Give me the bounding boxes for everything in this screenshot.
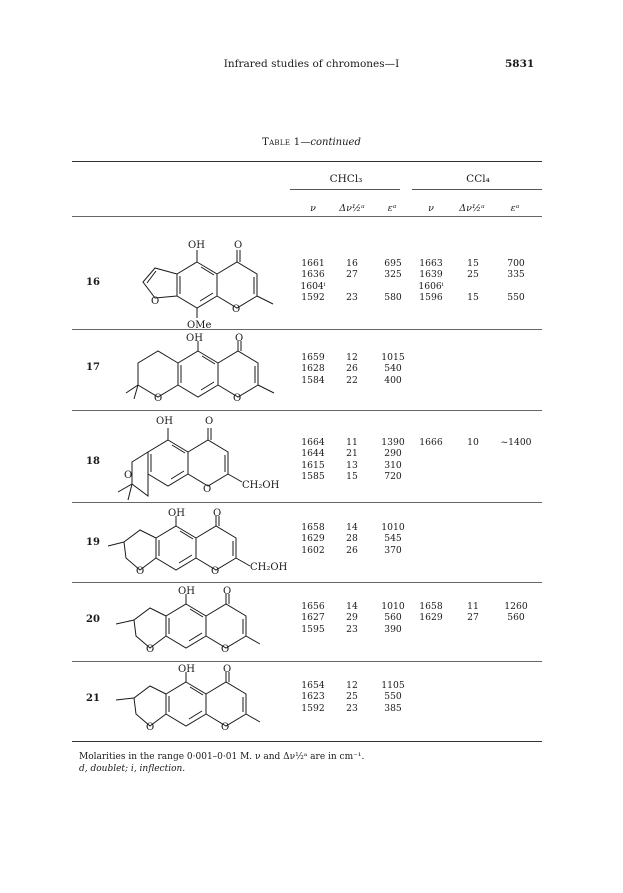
table-cell: 1596 <box>419 292 443 304</box>
table-cell: 560 <box>507 612 525 624</box>
ring-o-label: O <box>203 484 212 495</box>
table-cell: 12 <box>346 680 358 691</box>
carbonyl-o-label: O <box>213 508 222 519</box>
col-header-eps-ccl4: εᵃ <box>510 203 520 214</box>
running-title: Infrared studies of chromones—I <box>223 58 400 70</box>
table-cell: 580 <box>384 292 402 304</box>
table-cell: 1658 <box>419 601 443 612</box>
table-cell: 695 <box>384 258 402 269</box>
table-cell: 1664 <box>301 437 325 448</box>
table-cell: 335 <box>507 269 525 281</box>
ring-o-label: O <box>221 722 230 733</box>
table-cell: 22 <box>346 374 358 386</box>
table-cell: 1105 <box>381 680 405 691</box>
table-cell: 325 <box>384 269 402 281</box>
ring-o-label: O <box>233 393 242 404</box>
table-cell: 1639 <box>419 269 443 281</box>
table-cell: 545 <box>384 533 402 545</box>
table-cell: 28 <box>346 533 358 545</box>
table-cell: 1615 <box>301 459 325 471</box>
table-cell: 390 <box>384 623 402 635</box>
table-caption <box>0 137 623 148</box>
compound-number: 16 <box>86 277 100 288</box>
table-cell: 14 <box>346 522 358 533</box>
table-cell: 560 <box>384 612 402 624</box>
group-label-chcl3: CHCl₃ <box>329 173 363 185</box>
oh-label: OH <box>186 333 203 344</box>
table-cell: 290 <box>384 448 402 460</box>
structure-18 <box>110 412 310 504</box>
col-header-eps-chcl3: εᵃ <box>387 203 397 214</box>
table-cell: 1606ⁱ <box>418 280 444 292</box>
footnote-abbreviations <box>79 764 185 775</box>
row-separator <box>72 329 542 330</box>
table-cell: 550 <box>384 691 402 703</box>
table-cell: 370 <box>384 544 402 556</box>
table-cell: 23 <box>346 623 358 635</box>
table-cell: 23 <box>346 702 358 714</box>
compound-number: 17 <box>86 362 100 373</box>
compound-number: 20 <box>86 614 100 625</box>
table-cell: 1584 <box>301 374 325 386</box>
table-cell: 310 <box>384 459 402 471</box>
ring-o-label: O <box>154 393 163 404</box>
table-cell: 1656 <box>301 601 325 612</box>
ccl4-group-rule <box>412 189 542 190</box>
compound-number: 21 <box>86 693 100 704</box>
table-cell: 27 <box>467 612 479 624</box>
carbonyl-o-label: O <box>223 586 232 597</box>
table-cell: 1390 <box>381 437 405 448</box>
ring-o-label: O <box>146 722 155 733</box>
table-cell: 21 <box>346 448 358 460</box>
ch2oh-label: CH₂OH <box>250 562 288 573</box>
footnote-abbreviations-text: d, doublet; i, inflection. <box>79 764 186 774</box>
oh-label: OH <box>188 240 205 251</box>
table-cell: 1661 <box>301 258 325 269</box>
ring-o-label: O <box>221 644 230 655</box>
structure-16 <box>125 238 275 328</box>
table-cell: 1623 <box>301 691 325 703</box>
table-cell: 1666 <box>419 437 443 448</box>
table-cell: 1658 <box>301 522 325 533</box>
table-cell: 385 <box>384 702 402 714</box>
chcl3-group-rule <box>290 189 400 190</box>
table-caption-prefix: Table 1 <box>262 137 301 148</box>
oh-label: OH <box>168 508 185 519</box>
ring-o-label: O <box>232 304 241 315</box>
table-cell: 25 <box>467 269 479 281</box>
col-header-nu-chcl3: ν <box>310 203 316 214</box>
ch2oh-label: CH₂OH <box>242 480 280 491</box>
table-cell: 1654 <box>301 680 325 691</box>
oh-label: OH <box>178 664 195 675</box>
table-cell: 1602 <box>301 544 325 556</box>
structure-21 <box>110 664 270 740</box>
table-cell: 1260 <box>504 601 528 612</box>
table-cell: 1627 <box>301 612 325 624</box>
col-header-nu-ccl4: ν <box>428 203 434 214</box>
carbonyl-o-label: O <box>223 664 232 675</box>
table-cell: 12 <box>346 352 358 363</box>
carbonyl-o-label: O <box>234 240 243 251</box>
table-cell: 1015 <box>381 352 405 363</box>
structure-19 <box>100 508 300 584</box>
table-bottom-rule <box>72 741 542 742</box>
table-cell: 400 <box>384 374 402 386</box>
table-cell: 1010 <box>381 522 405 533</box>
table-cell: 1644 <box>301 448 325 460</box>
group-label-ccl4: CCl₄ <box>466 173 490 185</box>
ring-o-label: O <box>124 470 133 481</box>
compound-number: 18 <box>86 456 100 467</box>
table-cell: 15 <box>467 292 479 304</box>
table-cell: 13 <box>346 459 358 471</box>
header-bottom-rule <box>72 216 542 217</box>
table-cell: 720 <box>384 471 402 483</box>
ring-o-label: O <box>136 566 145 577</box>
table-cell: 16 <box>346 258 358 269</box>
table-cell: 1592 <box>301 292 325 304</box>
table-cell: 29 <box>346 612 358 624</box>
table-cell: 1628 <box>301 363 325 375</box>
table-cell: 11 <box>467 601 479 612</box>
table-cell: 1010 <box>381 601 405 612</box>
table-cell: 27 <box>346 269 358 281</box>
footnote-molarities: Molarities in the range 0·001–0·01 M. ν and Δν½ᵃ are in cm⁻¹. <box>79 752 365 762</box>
col-header-dnu-ccl4: Δν½ᵃ <box>459 203 485 214</box>
table-cell: 1595 <box>301 623 325 635</box>
ring-o-label: O <box>211 566 220 577</box>
table-cell: 15 <box>467 258 479 269</box>
structure-20 <box>110 586 270 662</box>
table-cell: 26 <box>346 363 358 375</box>
table-cell: 1659 <box>301 352 325 363</box>
table-cell: 1629 <box>301 533 325 545</box>
table-cell: 23 <box>346 292 358 304</box>
col-header-dnu-chcl3: Δν½ᵃ <box>339 203 365 214</box>
table-cell: 11 <box>346 437 358 448</box>
table-caption-suffix: —continued <box>300 137 361 148</box>
table-cell: 1592 <box>301 702 325 714</box>
table-cell: 25 <box>346 691 358 703</box>
oh-label: OH <box>178 586 195 597</box>
furan-o-label: O <box>151 296 160 307</box>
compound-number: 19 <box>86 537 100 548</box>
table-cell: 700 <box>507 258 525 269</box>
table-cell: 1636 <box>301 269 325 281</box>
table-cell: 1629 <box>419 612 443 624</box>
table-cell: 14 <box>346 601 358 612</box>
table-cell: 550 <box>507 292 525 304</box>
ome-label: OMe <box>187 320 212 328</box>
table-cell: 26 <box>346 544 358 556</box>
structure-17 <box>120 333 280 411</box>
table-top-rule <box>72 161 542 162</box>
table-cell: 15 <box>346 471 358 483</box>
table-cell: 1585 <box>301 471 325 483</box>
table-cell: 540 <box>384 363 402 375</box>
ring-o-label: O <box>146 644 155 655</box>
table-cell: 1604ⁱ <box>300 280 326 292</box>
page-number: 5831 <box>505 58 535 70</box>
table-cell: 10 <box>467 437 479 448</box>
table-cell: ~1400 <box>500 437 532 448</box>
carbonyl-o-label: O <box>205 416 214 427</box>
oh-label: OH <box>156 416 173 427</box>
carbonyl-o-label: O <box>235 333 244 344</box>
table-cell: 1663 <box>419 258 443 269</box>
